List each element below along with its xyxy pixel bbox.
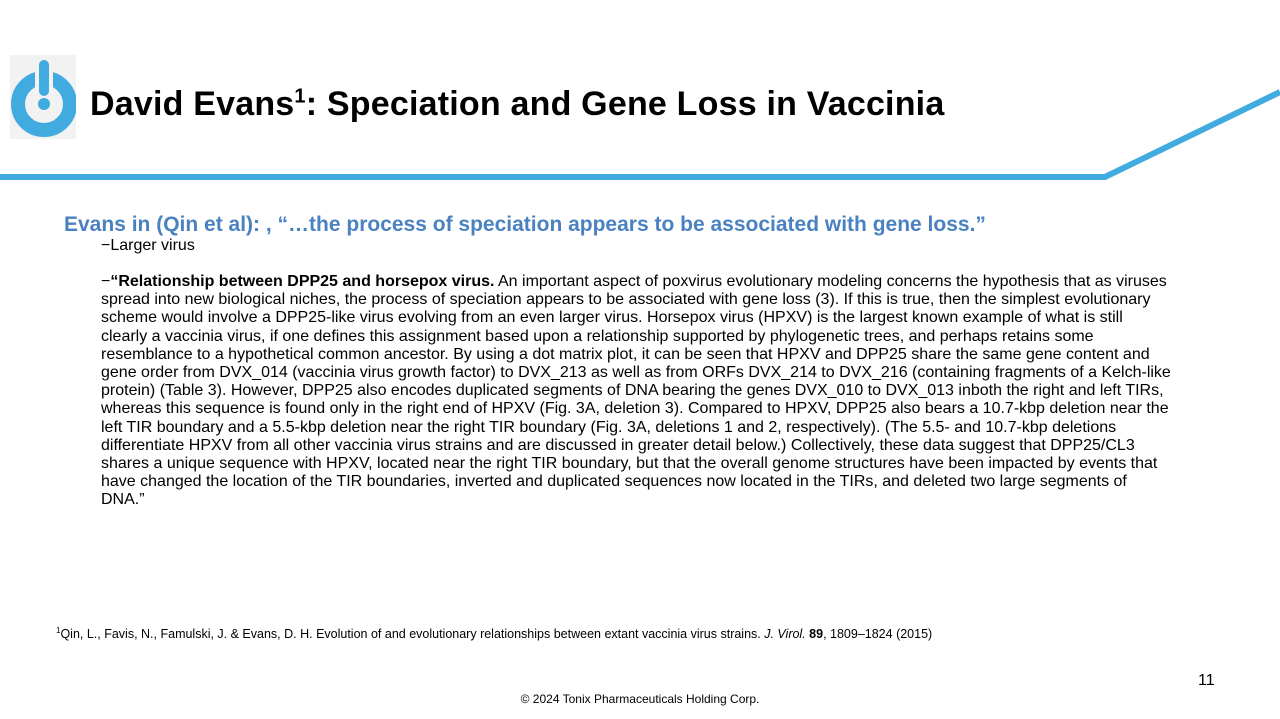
quote-heading: “Relationship between DPP25 and horsepox virus. <box>110 273 495 290</box>
page-number: 11 <box>1198 672 1215 689</box>
bullet-marker: − <box>101 273 111 290</box>
copyright-notice: © 2024 Tonix Pharmaceuticals Holding Corp. <box>520 692 760 706</box>
company-logo <box>10 55 76 139</box>
quote-body: An important aspect of poxvirus evolutionary modeling concerns the hypothesis that as viruses spread into new biological niches, the process of speciation appears to be associated with gene loss (3). If this is true, then the simplest evolutionary scheme would involve a DPP25-like virus evolving from an even larger virus. Horsepox virus (HPXV) is the largest known example of what is still clearly a vaccinia virus, if one defines this assignment based upon a relationship supported by phylogenetic trees, and perhaps retains some resemblance to a hypothetical common ancestor. By using a dot matrix plot, it can be seen that HPXV and DPP25 share the same gene content and gene order from DVX_014 (vaccinia virus growth factor) to DVX_213 as well as from ORFs DVX_214 to DVX_216 (containing fragments of a Kelch-like protein) (Table 3). However, DPP25 also encodes duplicated segments of DNA bearing the genes DVX_010 to DVX_013 inboth the right and left TIRs, whereas this sequence is found only in the right end of HPXV (Fig. 3A, deletion 3). Compared to HPXV, DPP25 also bears a 10.7-kbp deletion near the left TIR boundary and a 5.5-kbp deletion near the right TIR boundary (Fig. 3A, deletions 1 and 2, respectively). (The 5.5- and 10.7-kbp deletions differentiate HPXV from all other vaccinia virus strains and are discussed in greater detail below.) Collectively, these data suggest that DPP25/CL3 shares a unique sequence with HPXV, located near the right TIR boundary, but that the overall genome structures have been impacted by events that have changed the location of the TIR boundaries, inverted and duplicated sequences now located in the TIRs, and deleted two large segments of DNA.” <box>101 273 1171 509</box>
slide-subtitle: Evans in (Qin et al): , “…the process of speciation appears to be associated with gene loss.” <box>64 213 986 236</box>
power-logo-icon <box>10 55 76 139</box>
journal-name: J. Virol. <box>764 627 806 642</box>
bullet-item: −Larger virus <box>101 237 195 254</box>
footnote-citation: $^1$Qin, L., Favis, N., Famulski, J. & Evans, D. H. Evolution of and evolutionary relationships between extant vaccinia virus strains. J. Virol. 89, 1809–1824 (2015) <box>56 626 933 642</box>
slide-title: David Evans$^1$: Speciation and Gene Loss in Vaccinia <box>90 85 945 123</box>
journal-volume: 89 <box>805 627 824 642</box>
bullet-item-quote <box>101 273 1171 510</box>
title-footnote-marker: 1 <box>294 85 306 108</box>
bullet-marker: − <box>101 237 111 254</box>
